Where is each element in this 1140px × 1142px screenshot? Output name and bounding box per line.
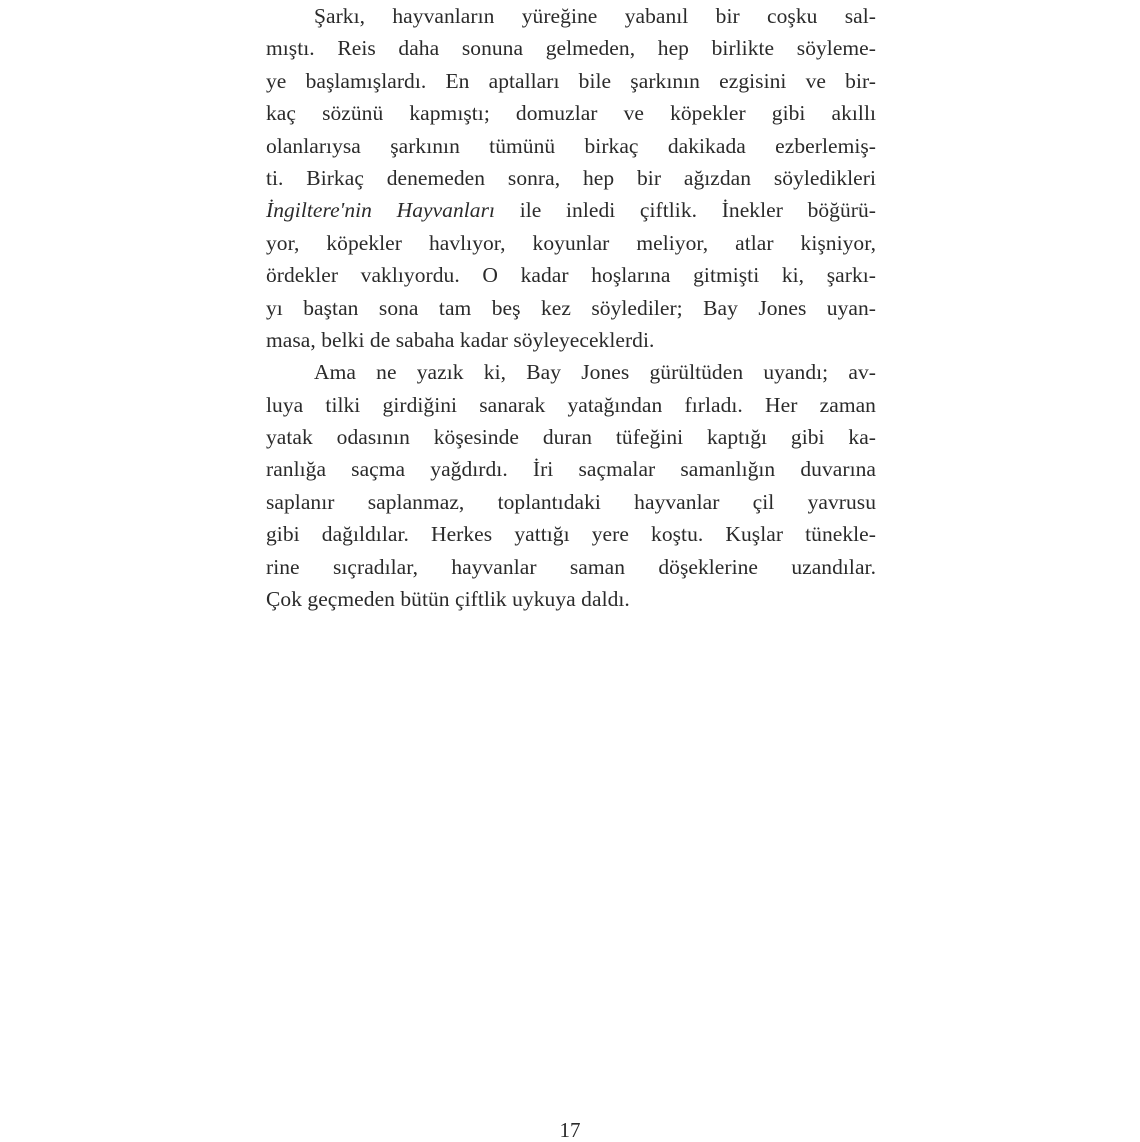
paragraph-2: [266, 356, 876, 615]
text-line: saplanır saplanmaz, toplantıdaki hayvanlar çil yavrusu: [266, 489, 876, 514]
text-line: ranlığa saçma yağdırdı. İri saçmalar samanlığın duvarına: [266, 457, 876, 482]
text-line: ti. Birkaç denemeden sonra, hep bir ağızdan söyledikleri: [266, 165, 876, 190]
song-title: İngiltere'nin Hayvanları: [266, 198, 496, 223]
text-line: masa, belki de sabaha kadar söyleyeceklerdi.: [266, 327, 655, 352]
text-line: yor, köpekler havlıyor, koyunlar meliyor, atlar kişniyor,: [266, 230, 876, 255]
paragraph-1: [266, 0, 876, 356]
text-line: yatak odasının köşesinde duran tüfeğini kaptığı gibi ka-: [266, 425, 876, 450]
text-line-rest: ile inledi çiftlik. İnekler böğürü-: [495, 198, 877, 223]
text-line: [266, 194, 876, 226]
page-number: 17: [559, 1118, 581, 1142]
text-line: ye başlamışlardı. En aptalları bile şarkının ezgisini ve bir-: [266, 68, 876, 93]
text-line: Çok geçmeden bütün çiftlik uykuya daldı.: [266, 587, 630, 612]
text-line: mıştı. Reis daha sonuna gelmeden, hep birlikte söyleme-: [266, 36, 876, 61]
body-text: [266, 0, 876, 615]
text-line: rine sıçradılar, hayvanlar saman döşeklerine uzandılar.: [266, 554, 876, 579]
text-line: olanlarıysa şarkının tümünü birkaç dakikada ezberlemiş-: [266, 133, 876, 158]
text-line: ördekler vaklıyordu. O kadar hoşlarına gitmişti ki, şarkı-: [266, 263, 876, 288]
text-line: kaç sözünü kapmıştı; domuzlar ve köpekler gibi akıllı: [266, 101, 876, 126]
text-line: gibi dağıldılar. Herkes yattığı yere koştu. Kuşlar tünekle-: [266, 522, 876, 547]
text-line: Şarkı, hayvanların yüreğine yabanıl bir coşku sal-: [314, 4, 876, 28]
text-line: luya tilki girdiğini sanarak yatağından fırladı. Her zaman: [266, 392, 876, 417]
text-line: yı baştan sona tam beş kez söylediler; Bay Jones uyan-: [266, 295, 876, 320]
text-line: Ama ne yazık ki, Bay Jones gürültüden uyandı; av-: [314, 360, 876, 385]
